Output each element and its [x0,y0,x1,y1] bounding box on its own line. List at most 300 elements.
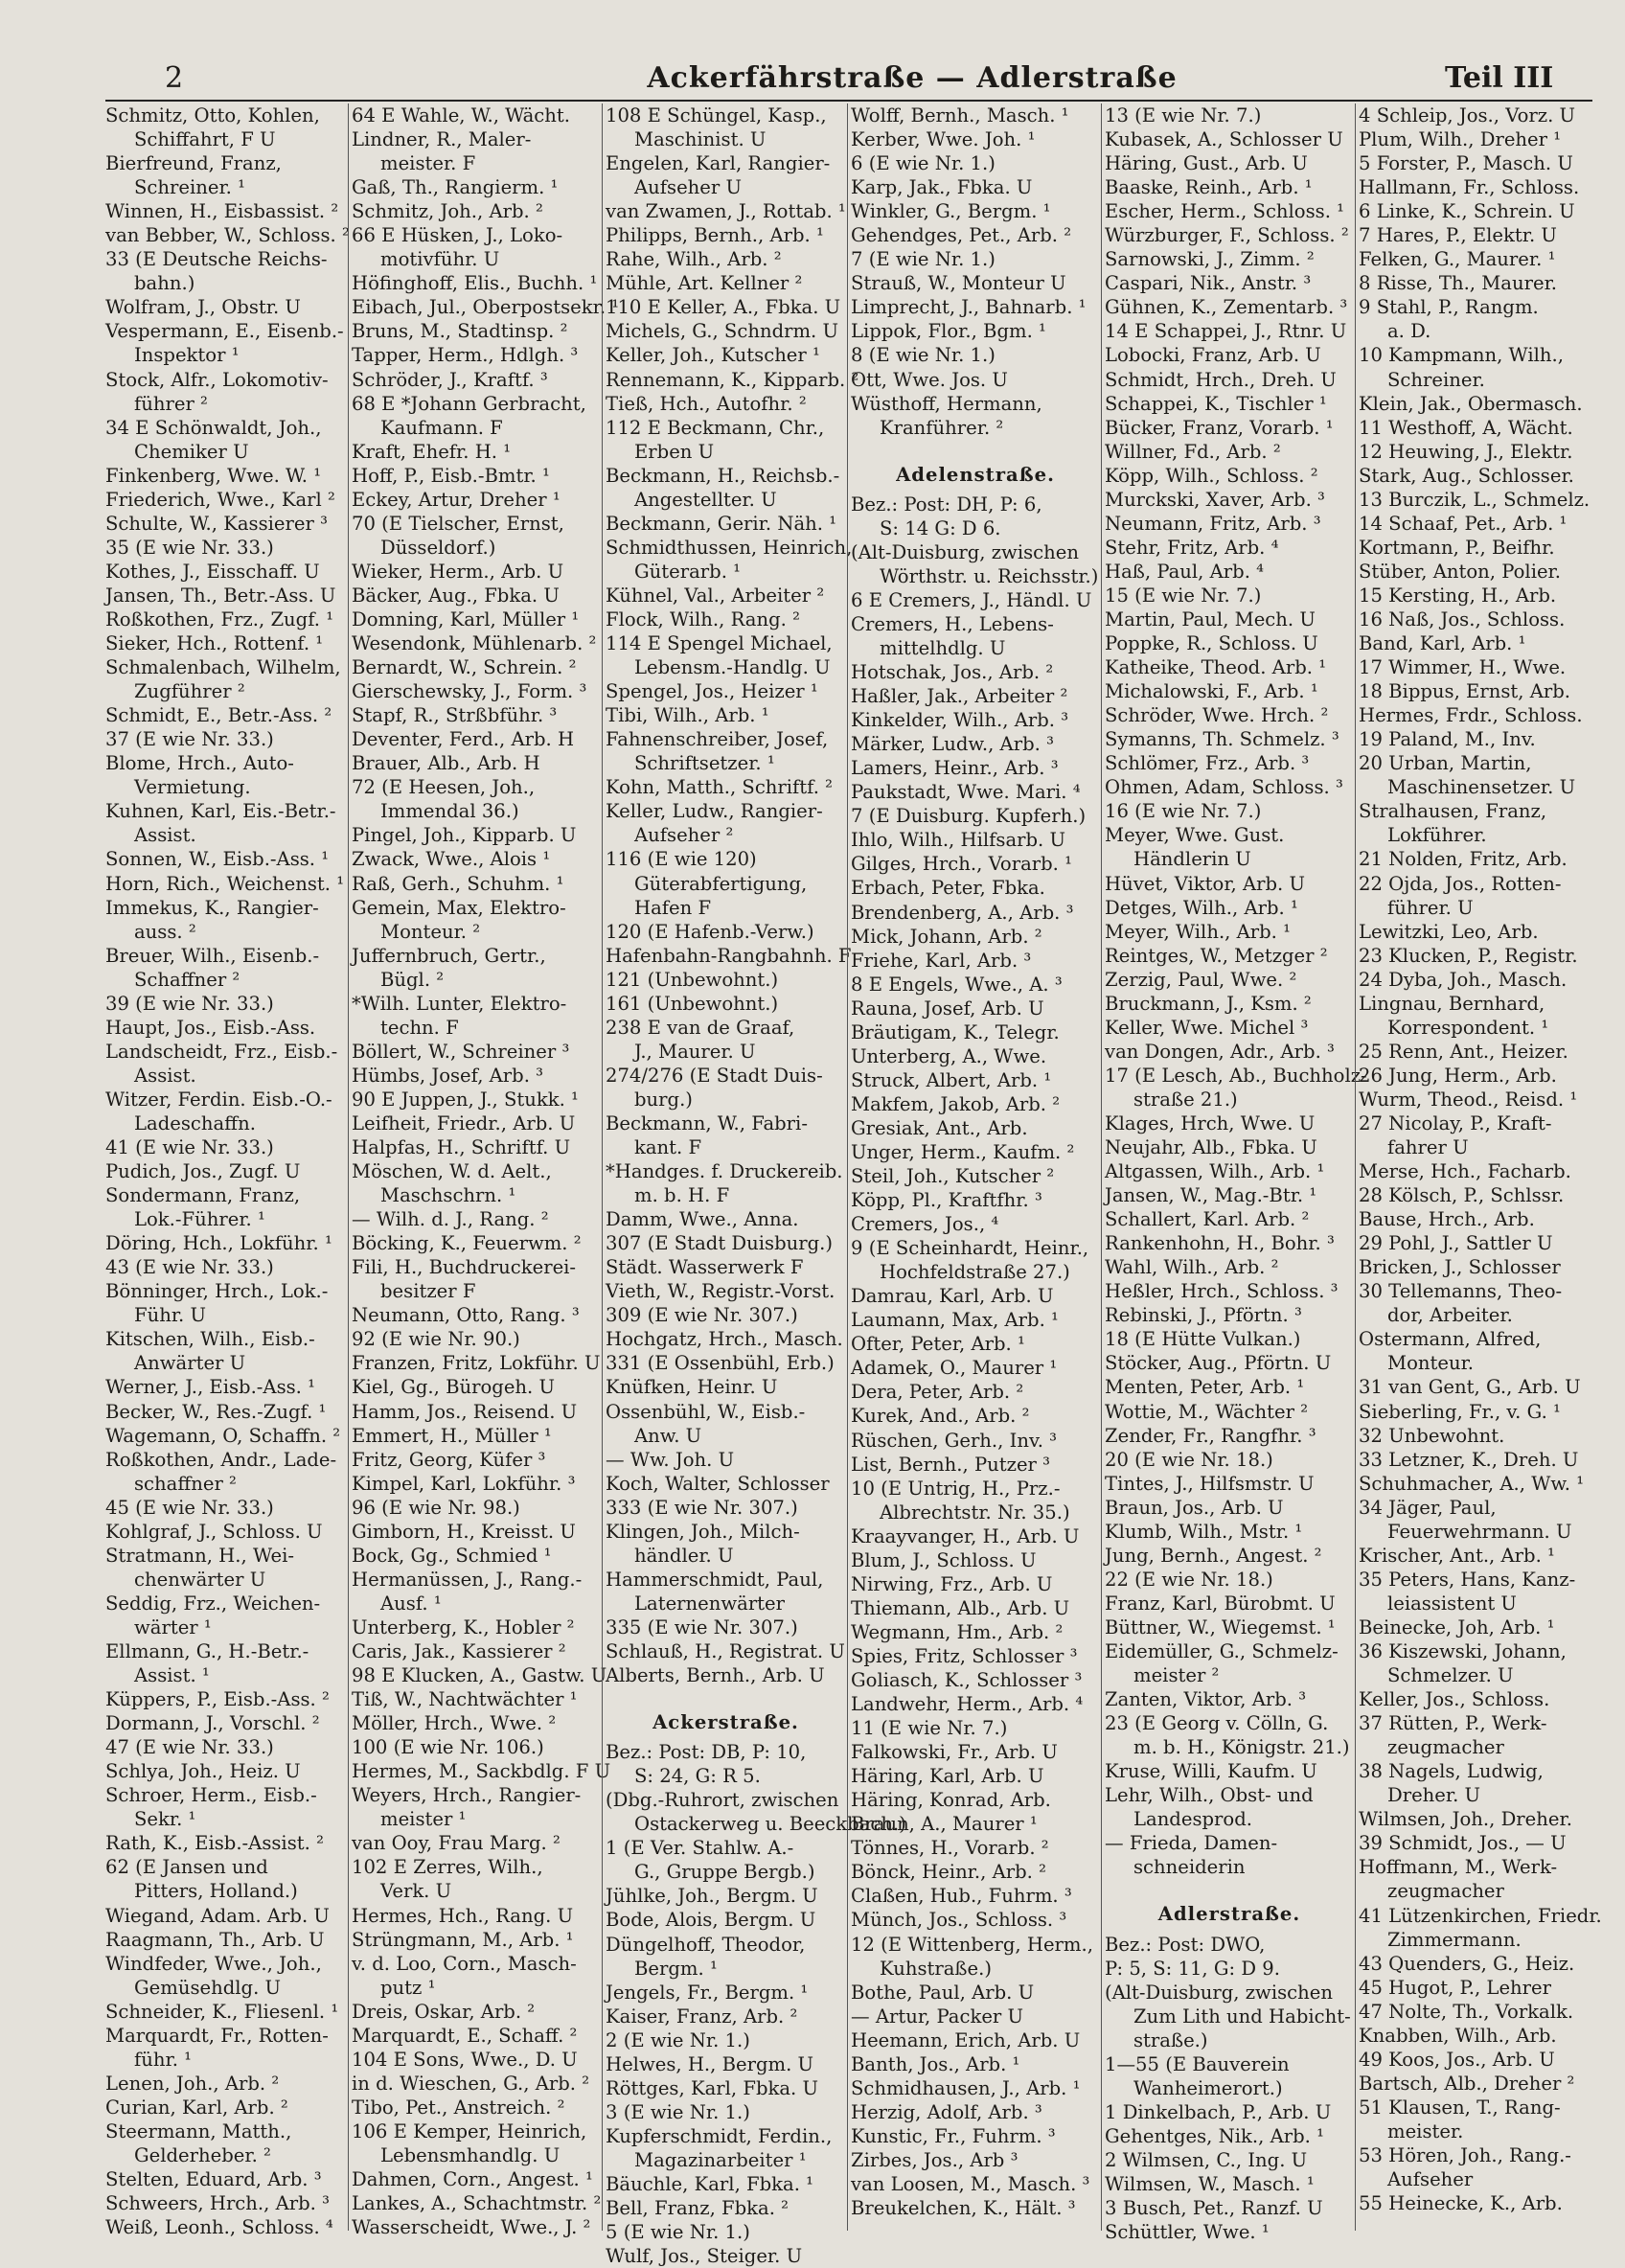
entry-continuation: Zum Lith und Habicht- [1133,2005,1351,2027]
directory-entry: Kortmann, P., Beifhr. [1359,536,1555,559]
directory-entry: Brendenberg, A., Arb. ³ [851,901,1074,924]
directory-entry: Kaiser, Franz, Arb. ² [606,2005,798,2027]
directory-entry: Bricken, J., Schlosser [1359,1256,1561,1279]
directory-entry: Gühnen, K., Zementarb. ³ [1105,296,1348,319]
directory-entry: Flock, Wilh., Rang. ² [606,607,800,630]
directory-entry: Roßkothen, Andr., Lade- [105,1448,337,1471]
directory-entry: 7 (E Duisburg. Kupferh.) [851,805,1087,828]
directory-entry: Köpp, Wilh., Schloss. ² [1105,464,1318,487]
directory-entry: 37 Rütten, P., Werk- [1359,1712,1547,1735]
directory-entry: Stralhausen, Franz, [1359,800,1547,823]
directory-entry: Tintes, J., Hilfsmstr. U [1105,1472,1315,1495]
directory-entry: Blome, Hrch., Auto- [105,752,294,775]
directory-entry: Haupt, Jos., Eisb.-Ass. [105,1016,316,1039]
directory-entry: Stöcker, Aug., Pförtn. U [1105,1352,1332,1375]
directory-entry: Weiß, Leonh., Schloss. ⁴ [105,2216,333,2239]
directory-entry: 27 Nicolay, P., Kraft- [1359,1111,1552,1134]
directory-entry: — Frieda, Damen- [1105,1832,1278,1855]
directory-entry: Häring, Gust., Arb. U [1105,152,1308,175]
directory-entry: Sarnowski, J., Zimm. ² [1105,248,1315,271]
entry-continuation: Hafen F [634,896,712,919]
directory-entry: Bruckmann, J., Ksm. ² [1105,992,1312,1015]
entry-continuation: Güterabfertigung, [634,872,808,895]
directory-entry: Sieker, Hch., Rottenf. ¹ [105,632,324,655]
directory-entry: Fili, H., Buchdruckerei- [352,1256,577,1279]
directory-entry: 90 E Juppen, J., Stukk. ¹ [352,1088,579,1111]
entry-continuation: Verk. U [380,1880,452,1903]
directory-entry: Wurm, Theod., Reisd. ¹ [1359,1088,1578,1111]
directory-entry: Gehentges, Nik., Arb. ¹ [1105,2124,1324,2147]
directory-entry: Hammerschmidt, Paul, [606,1568,824,1591]
entry-continuation: chenwärter U [134,1568,266,1591]
directory-entry: Landwehr, Herm., Arb. ⁴ [851,1693,1084,1716]
directory-entry: Stratmann, H., Wei- [105,1544,294,1567]
directory-entry: 32 Unbewohnt. [1359,1424,1505,1447]
directory-entry: Philipps, Bernh., Arb. ¹ [606,224,824,247]
directory-entry: Schuhmacher, A., Ww. ¹ [1359,1472,1585,1495]
directory-entry: 41 (E wie Nr. 33.) [105,1136,274,1159]
directory-entry: Deventer, Ferd., Arb. H [352,728,575,751]
entry-continuation: putz ¹ [380,1976,436,1999]
directory-entry: Helwes, H., Bergm. U [606,2052,814,2075]
directory-entry: Altgassen, Wilh., Arb. ¹ [1105,1160,1325,1183]
directory-entry: 18 Bippus, Ernst, Arb. [1359,680,1571,703]
directory-entry: Thiemann, Alb., Arb. U [851,1596,1070,1619]
entry-continuation: Assist. [134,824,196,847]
directory-column [851,103,1100,2231]
entry-continuation: besitzer F [380,1280,476,1303]
directory-entry: 13 Burczik, L., Schmelz. [1359,488,1591,511]
directory-entry: 307 (E Stadt Duisburg.) [606,1232,834,1255]
entry-continuation: auss. ² [134,920,196,943]
directory-entry: Stark, Aug., Schlosser. [1359,464,1574,487]
directory-entry: v. d. Loo, Corn., Masch- [352,1952,577,1975]
directory-entry: Detges, Wilh., Arb. ¹ [1105,896,1298,919]
directory-entry: Ellmann, G., H.-Betr.- [105,1640,309,1662]
directory-entry: Fahnenschreiber, Josef, [606,728,829,751]
directory-entry: Bruns, M., Stadtinsp. ² [352,320,568,343]
directory-entry: Stapf, R., Strßbführ. ³ [352,704,558,727]
entry-continuation: Kuhstraße.) [880,1957,992,1980]
entry-continuation: Assist. ¹ [134,1664,210,1687]
directory-entry: Wegmann, Hm., Arb. ² [851,1620,1064,1643]
directory-entry: 96 (E wie Nr. 98.) [352,1496,520,1519]
directory-entry: Tibi, Wilh., Arb. ¹ [606,704,769,727]
directory-entry: 14 Schaaf, Pet., Arb. ¹ [1359,512,1568,535]
directory-entry: Marquardt, E., Schaff. ² [352,2024,578,2047]
directory-entry: Stelten, Eduard, Arb. ³ [105,2168,322,2191]
entry-continuation: Maschschrn. ¹ [380,1184,516,1207]
directory-entry: Domning, Karl, Müller ¹ [352,607,580,630]
page-number: 2 [165,61,184,95]
directory-entry: Bücker, Franz, Vorarb. ¹ [1105,416,1334,439]
directory-entry: Kraft, Ehefr. H. ¹ [352,440,512,463]
directory-entry: Tapper, Herm., Hdlgh. ³ [352,344,579,367]
entry-continuation: Schreiner. [1387,368,1485,391]
directory-entry: Höfinghoff, Elis., Buchh. ¹ [352,272,598,295]
directory-entry: Wahl, Wilh., Arb. ² [1105,1256,1279,1279]
directory-entry: *Wilh. Lunter, Elektro- [352,992,567,1015]
directory-entry: Jengels, Fr., Bergm. ¹ [606,1981,809,2004]
directory-entry: 51 Klausen, T., Rang- [1359,2096,1561,2119]
directory-entry: Bäuchle, Karl, Fbka. ¹ [606,2172,814,2195]
directory-entry: Keller, Ludw., Rangier- [606,800,823,823]
directory-entry: Jansen, W., Mag.-Btr. ¹ [1105,1184,1317,1207]
entry-continuation: techn. F [380,1016,459,1039]
directory-entry: Kruse, Willi, Kaufm. U [1105,1760,1317,1783]
directory-entry: 18 (E Hütte Vulkan.) [1105,1328,1301,1351]
entry-continuation: Lokführer. [1387,824,1487,847]
directory-entry: 274/276 (E Stadt Duis- [606,1064,823,1087]
directory-entry: Lindner, R., Maler- [352,128,532,151]
column-separator [847,103,848,2231]
directory-entry: 161 (Unbewohnt.) [606,992,779,1015]
directory-entry: Blum, J., Schloss. U [851,1548,1037,1571]
entry-continuation: Wörthstr. u. Reichsstr.) [880,564,1099,587]
directory-entry: Stüber, Anton, Polier. [1359,560,1561,583]
directory-entry: 37 (E wie Nr. 33.) [105,728,274,751]
directory-entry: Neumann, Otto, Rang. ³ [352,1304,580,1327]
directory-entry: 8 Risse, Th., Maurer. [1359,272,1558,295]
directory-entry: Raagmann, Th., Arb. U [105,1928,325,1951]
directory-entry: Wottie, M., Wächter ² [1105,1400,1309,1423]
directory-entry: Hermes, Hch., Rang. U [352,1904,574,1927]
directory-entry: Struck, Albert, Arb. ¹ [851,1068,1052,1091]
directory-entry: Finkenberg, Wwe. W. ¹ [105,464,322,487]
directory-entry: Köpp, Pl., Kraftfhr. ³ [851,1189,1042,1212]
directory-entry: Willner, Fd., Arb. ² [1105,440,1281,463]
entry-continuation: m. b. H. F [634,1184,730,1207]
directory-entry: Ossenbühl, W., Eisb.- [606,1400,806,1423]
entry-continuation: Hochfeldstraße 27.) [880,1261,1070,1284]
directory-entry: Knabben, Wilh., Arb. [1359,2024,1557,2047]
directory-entry: 31 van Gent, G., Arb. U [1359,1376,1581,1399]
directory-entry: Häring, Karl, Arb. U [851,1765,1044,1788]
directory-entry: 72 (E Heesen, Joh., [352,776,536,799]
entry-continuation: straße 21.) [1133,1088,1238,1111]
entry-continuation: Magazinarbeiter ¹ [634,2148,807,2171]
directory-entry: 22 Ojda, Jos., Rotten- [1359,872,1562,895]
entry-continuation: Monteur. ² [380,920,481,943]
directory-entry: 33 Letzner, K., Dreh. U [1359,1448,1579,1471]
directory-entry: Steil, Joh., Kutscher ² [851,1165,1055,1188]
entry-continuation: führer ² [134,392,208,415]
entry-continuation: Schmelzer. U [1387,1664,1514,1687]
directory-entry: Jansen, Th., Betr.-Ass. U [105,584,336,607]
entry-continuation: Lebensmhandlg. U [380,2143,561,2166]
directory-entry: 7 (E wie Nr. 1.) [851,248,996,271]
directory-entry: Kinkelder, Wilh., Arb. ³ [851,709,1069,732]
directory-entry: Kunstic, Fr., Fuhrm. ³ [851,2124,1056,2147]
directory-entry: 8 (E wie Nr. 1.) [851,344,996,367]
directory-entry: Bez.: Post: DB, P: 10, [606,1741,807,1764]
directory-entry: Kühnel, Val., Arbeiter ² [606,584,825,607]
directory-entry: Krischer, Ant., Arb. ¹ [1359,1544,1555,1567]
directory-entry: Sondermann, Franz, [105,1184,301,1207]
entry-continuation: Aufseher ² [634,824,734,847]
directory-entry: 238 E van de Graaf, [606,1016,795,1039]
directory-entry: Schneider, K., Fliesenl. ¹ [105,2000,339,2023]
directory-entry: Haß, Paul, Arb. ⁴ [1105,560,1265,583]
directory-entry: Karp, Jak., Fbka. U [851,176,1033,199]
directory-entry: Friederich, Wwe., Karl ² [105,488,335,511]
entry-continuation: Angestellter. U [634,488,777,511]
directory-entry: Hochgatz, Hrch., Masch. [606,1328,843,1351]
directory-entry: 2 Wilmsen, C., Ing. U [1105,2148,1308,2171]
directory-entry: Brauer, Alb., Arb. H [352,752,540,775]
directory-column [1105,103,1367,2244]
entry-continuation: Maschinist. U [634,128,767,151]
directory-entry: 24 Dyba, Joh., Masch. [1359,968,1568,991]
directory-entry: Limprecht, J., Bahnarb. ¹ [851,296,1087,319]
entry-continuation: Laternenwärter [634,1592,786,1615]
directory-entry: 3 Busch, Pet., Ranzf. U [1105,2197,1323,2220]
entry-continuation: Ausf. ¹ [380,1592,442,1615]
entry-continuation: S: 24, G: R 5. [634,1765,761,1788]
directory-entry: Cremers, Jos., ⁴ [851,1213,999,1236]
directory-entry: 26 Jung, Herm., Arb. [1359,1064,1557,1087]
directory-entry: Düngelhoff, Theodor, [606,1933,806,1956]
directory-entry: Rankenhohn, H., Bohr. ³ [1105,1232,1335,1255]
directory-entry: Bez.: Post: DH, P: 6, [851,493,1042,515]
directory-entry: — Ww. Joh. U [606,1448,735,1471]
directory-entry: Engelen, Karl, Rangier- [606,152,831,175]
entry-continuation: wärter ¹ [134,1615,212,1638]
part-label: Teil III [1445,61,1554,95]
entry-continuation: burg.) [634,1088,693,1111]
directory-entry: Möschen, W. d. Aelt., [352,1160,552,1183]
directory-entry: in d. Wieschen, G., Arb. ² [352,2072,590,2095]
directory-entry: 16 Naß, Jos., Schloss. [1359,607,1566,630]
directory-entry: Beinecke, Joh, Arb. ¹ [1359,1615,1555,1638]
directory-entry: Hotschak, Jos., Arb. ² [851,661,1054,684]
directory-entry: Wasserscheidt, Wwe., J. ² [352,2216,591,2239]
directory-entry: 7 Hares, P., Elektr. U [1359,224,1557,247]
directory-column [352,103,620,2239]
directory-entry: Bode, Alois, Bergm. U [606,1909,816,1932]
directory-entry: Laumann, Max, Arb. ¹ [851,1309,1059,1332]
directory-entry: Bernardt, W., Schrein. ² [352,656,577,679]
entry-continuation: meister. F [380,152,476,175]
directory-entry: Eidemüller, G., Schmelz- [1105,1640,1339,1662]
directory-entry: Mühle, Art. Kellner ² [606,272,803,295]
directory-entry: — Wilh. d. J., Rang. ² [352,1208,549,1231]
entry-continuation: Bügl. ² [380,968,445,991]
directory-entry: Jung, Bernh., Angest. ² [1105,1544,1322,1567]
directory-entry: Raß, Gerh., Schuhm. ¹ [352,872,564,895]
directory-entry: 45 Hugot, P., Lehrer [1359,1976,1551,1999]
directory-entry: Kohn, Matth., Schriftf. ² [606,776,834,799]
directory-entry: 116 (E wie 120) [606,848,757,871]
directory-entry: 66 E Hüsken, J., Loko- [352,224,563,247]
directory-entry: Klumb, Wilh., Mstr. ¹ [1105,1520,1303,1543]
entry-continuation: G., Gruppe Bergb.) [634,1861,815,1884]
directory-entry: Gresiak, Ant., Arb. [851,1116,1028,1139]
directory-entry: 43 (E wie Nr. 33.) [105,1256,274,1279]
directory-entry: Häring, Konrad, Arb. [851,1789,1051,1812]
directory-entry: Strauß, W., Monteur U [851,272,1066,295]
directory-entry: Breukelchen, K., Hält. ³ [851,2197,1076,2220]
directory-entry: Kupferschmidt, Ferdin., [606,2124,833,2147]
directory-entry: Tönnes, H., Vorarb. ² [851,1837,1049,1860]
directory-entry: Bönninger, Hrch., Lok.- [105,1280,329,1303]
directory-entry: Sieberling, Fr., v. G. ¹ [1359,1400,1561,1423]
directory-entry: Böllert, W., Schreiner ³ [352,1040,570,1063]
column-separator [1101,103,1102,2231]
directory-entry: Spengel, Jos., Heizer ¹ [606,680,818,703]
directory-entry: Katheike, Theod. Arb. ¹ [1105,656,1327,679]
entry-continuation: S: 14 G: D 6. [880,516,1001,539]
directory-entry: 47 (E wie Nr. 33.) [105,1736,274,1759]
directory-entry: 62 (E Jansen und [105,1856,268,1879]
directory-entry: Pingel, Joh., Kipparb. U [352,824,577,847]
directory-entry: Hüvet, Viktor, Arb. U [1105,872,1306,895]
directory-entry: Wüsthoff, Hermann, [851,392,1042,415]
entry-continuation: Gelderheber. ² [134,2143,271,2166]
directory-entry: Schappei, K., Tischler ¹ [1105,392,1327,415]
entry-continuation: Schriftsetzer. ¹ [634,752,775,775]
directory-entry: 36 Kiszewski, Johann, [1359,1640,1567,1662]
directory-entry: 55 Heinecke, K., Arb. [1359,2192,1563,2215]
entry-continuation: Chemiker U [134,440,249,463]
directory-entry: Goliasch, K., Schlosser ³ [851,1669,1083,1691]
directory-entry: Murckski, Xaver, Arb. ³ [1105,488,1325,511]
directory-entry: Franzen, Fritz, Lokführ. U [352,1352,601,1375]
entry-continuation: Händlerin U [1133,848,1251,871]
directory-entry: Becker, W., Res.-Zugf. ¹ [105,1400,327,1423]
directory-entry: Keller, Joh., Kutscher ¹ [606,344,820,367]
directory-entry: Baaske, Reinh., Arb. ¹ [1105,176,1313,199]
directory-entry: Ostermann, Alfred, [1359,1328,1542,1351]
directory-entry: (Alt-Duisburg, zwischen [1105,1981,1333,2004]
directory-entry: Rebinski, J., Pförtn. ³ [1105,1304,1302,1327]
directory-entry: Lehr, Wilh., Obst- und [1105,1784,1314,1807]
directory-entry: 98 E Klucken, A., Gastw. U [352,1664,607,1687]
entry-continuation: Inspektor ¹ [134,344,240,367]
directory-column [606,103,906,2268]
directory-entry: Braun, Jos., Arb. U [1105,1496,1284,1519]
directory-entry: Gierschewsky, J., Form. ³ [352,680,587,703]
directory-entry: Röttges, Karl, Fbka. U [606,2076,819,2099]
directory-entry: van Ooy, Frau Marg. ² [352,1832,561,1855]
directory-entry: 47 Nolte, Th., Vorkalk. [1359,2000,1574,2023]
directory-entry: Böcking, K., Feuerwm. ² [352,1232,582,1255]
directory-entry: Wulf, Jos., Steiger. U [606,2245,803,2268]
directory-entry: Gemein, Max, Elektro- [352,896,566,919]
entry-continuation: Erben U [634,440,715,463]
entry-continuation: Güterarb. ¹ [634,560,742,583]
directory-entry: Landscheidt, Frz., Eisb.- [105,1040,338,1063]
directory-entry: 38 Nagels, Ludwig, [1359,1760,1544,1783]
entry-continuation: meister ¹ [380,1808,467,1831]
directory-entry: Bock, Gg., Schmied ¹ [352,1544,552,1567]
entry-continuation: führ. ¹ [134,2048,193,2071]
entry-continuation: Anw. U [634,1424,702,1447]
directory-entry: Weyers, Hrch., Rangier- [352,1784,582,1807]
directory-entry: Menten, Peter, Arb. ¹ [1105,1376,1305,1399]
entry-continuation: Feuerwehrmann. U [1387,1520,1572,1543]
directory-entry: 41 Lützenkirchen, Friedr. [1359,1904,1602,1927]
directory-entry: Kohlgraf, J., Schloss. U [105,1520,323,1543]
directory-entry: Breuer, Wilh., Eisenb.- [105,944,320,967]
directory-entry: Hafenbahn-Rangbahnh. F [606,944,852,967]
directory-entry: Bez.: Post: DWO, [1105,1933,1266,1956]
directory-entry: 29 Pohl, J., Sattler U [1359,1232,1553,1255]
directory-entry: Eibach, Jul., Oberpostsekr. ¹ [352,296,620,319]
entry-continuation: Gemüsehdlg. U [134,1976,282,1999]
directory-entry: 112 E Beckmann, Chr., [606,416,825,439]
directory-entry: Tibo, Pet., Anstreich. ² [352,2096,565,2119]
entry-continuation: Assist. [134,1064,196,1087]
directory-entry: Keller, Jos., Schloss. [1359,1688,1550,1711]
directory-entry: 102 E Zerres, Wilh., [352,1856,543,1879]
entry-continuation: Bergm. ¹ [634,1957,718,1980]
directory-entry: Steermann, Matth., [105,2119,292,2142]
directory-entry: 92 (E wie Nr. 90.) [352,1328,520,1351]
entry-continuation: m. b. H., Königstr. 21.) [1133,1736,1350,1759]
entry-continuation: Wanheimerort.) [1133,2076,1283,2099]
directory-entry: 10 (E Untrig, H., Prz.- [851,1477,1061,1500]
directory-entry: Schüttler, Wwe. ¹ [1105,2221,1270,2244]
directory-entry: 30 Tellemanns, Theo- [1359,1280,1563,1303]
directory-entry: 12 (E Wittenberg, Herm., [851,1933,1093,1956]
directory-entry: Schmidthussen, Heinrich, [606,536,853,559]
directory-entry: Zwack, Wwe., Alois ¹ [352,848,551,871]
directory-entry: Paukstadt, Wwe. Mari. ⁴ [851,781,1081,804]
entry-continuation: leiassistent U [1387,1592,1517,1615]
entry-continuation: Zimmermann. [1387,1928,1522,1951]
directory-entry: 17 Wimmer, H., Wwe. [1359,656,1567,679]
directory-entry: 4 Schleip, Jos., Vorz. U [1359,104,1576,126]
directory-entry: Kerber, Wwe. Joh. ¹ [851,128,1036,151]
entry-continuation: Ladeschaffn. [134,1111,256,1134]
directory-entry: 12 Heuwing, J., Elektr. [1359,440,1573,463]
directory-entry: Band, Karl, Arb. ¹ [1359,632,1526,655]
entry-continuation: Vermietung. [134,776,251,799]
directory-entry: Bell, Franz, Fbka. ² [606,2197,790,2220]
directory-entry: Hamm, Jos., Reisend. U [352,1400,578,1423]
directory-entry: Zirbes, Jos., Arb ³ [851,2148,1018,2171]
directory-entry: Wilmsen, W., Masch. ¹ [1105,2172,1315,2195]
directory-entry: Cremers, H., Lebens- [851,612,1054,635]
directory-entry: Damm, Wwe., Anna. [606,1208,799,1231]
directory-entry: Kurek, And., Arb. ² [851,1405,1030,1428]
directory-entry: Bräutigam, K., Telegr. [851,1020,1060,1043]
directory-entry: Beckmann, Gerir. Näh. ¹ [606,512,837,535]
directory-entry: Hoffmann, M., Werk- [1359,1856,1558,1879]
directory-entry: Wesendonk, Mühlenarb. ² [352,632,597,655]
directory-column [105,103,350,2239]
directory-entry: Plum, Wilh., Dreher ¹ [1359,128,1562,151]
directory-entry: Escher, Herm., Schloss. ¹ [1105,200,1345,223]
entry-continuation: Kranführer. ² [880,416,1004,439]
directory-entry: Büttner, W., Wiegemst. ¹ [1105,1615,1336,1638]
column-separator [1355,103,1356,2231]
directory-entry: Ihlo, Wilh., Hilfsarb. U [851,829,1065,852]
directory-entry: Ohmen, Adam, Schloss. ³ [1105,776,1343,799]
directory-entry: 45 (E wie Nr. 33.) [105,1496,274,1519]
directory-entry: Makfem, Jakob, Arb. ² [851,1092,1061,1115]
directory-entry: Schmitz, Joh., Arb. ² [352,200,543,223]
directory-entry: Horn, Rich., Weichenst. ¹ [105,872,345,895]
directory-entry: 33 (E Deutsche Reichs- [105,248,328,271]
directory-entry: 23 (E Georg v. Cölln, G. [1105,1712,1329,1735]
directory-entry: Münch, Jos., Schloss. ³ [851,1909,1067,1932]
directory-entry: Zender, Fr., Rangfhr. ³ [1105,1424,1316,1447]
entry-continuation: Dreher. U [1387,1784,1481,1807]
entry-continuation: fahrer U [1387,1136,1469,1159]
directory-entry: van Dongen, Adr., Arb. ³ [1105,1040,1335,1063]
